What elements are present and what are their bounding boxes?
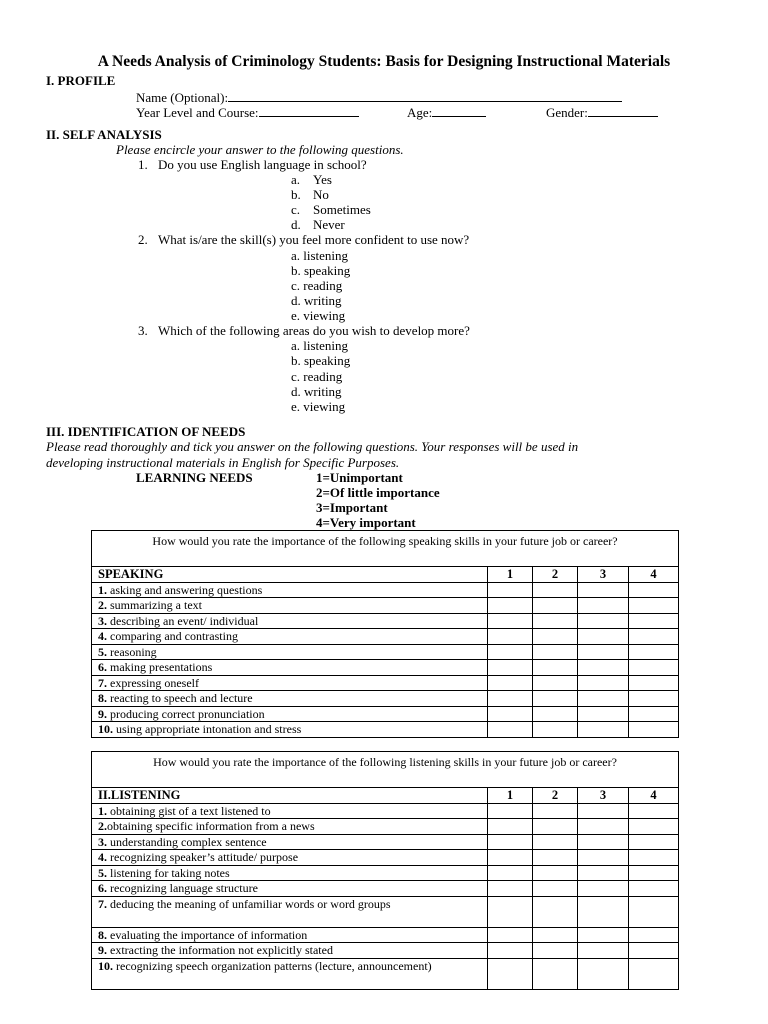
rating-cell-4[interactable] — [629, 803, 679, 819]
q3-option-c[interactable]: c. reading — [291, 369, 343, 384]
skill-cell — [92, 613, 488, 629]
rating-cell-4[interactable] — [629, 613, 679, 629]
rating-cell-3[interactable] — [578, 675, 629, 691]
skill-cell — [92, 881, 488, 897]
rating-cell-2[interactable] — [533, 819, 578, 835]
table-row — [92, 598, 679, 614]
skill-cell — [92, 834, 488, 850]
col-header-2: 2 — [533, 567, 578, 583]
skill-text: recognizing speaker’s attitude/ purpose — [107, 850, 299, 864]
rating-cell-2[interactable] — [533, 722, 578, 738]
skill-number: 2. — [98, 598, 107, 612]
rating-cell-1[interactable] — [488, 722, 533, 738]
gender-blank[interactable] — [588, 104, 658, 117]
rating-cell-4[interactable] — [629, 896, 679, 927]
question-text: What is/are the skill(s) you feel more confident to use now? — [158, 232, 470, 247]
self-analysis-instruction: Please encircle your answer to the following questions. — [116, 142, 404, 157]
table-row — [92, 582, 679, 598]
rating-cell-3[interactable] — [578, 803, 629, 819]
needs-instruction-line-1: Please read thoroughly and tick you answer on the following questions. Your responses will be used in — [46, 439, 579, 454]
rating-cell-3[interactable] — [578, 834, 629, 850]
rating-cell-4[interactable] — [629, 834, 679, 850]
table-row — [92, 819, 679, 835]
scale-4: 4=Very important — [316, 515, 416, 530]
skill-text: obtaining gist of a text listened to — [107, 803, 271, 818]
skill-number: 1. — [98, 803, 107, 818]
skill-number: 8. — [98, 927, 107, 942]
skill-cell — [92, 850, 488, 866]
rating-cell-4[interactable] — [629, 582, 679, 598]
age-blank[interactable] — [432, 104, 486, 117]
needs-heading: III. IDENTIFICATION OF NEEDS — [46, 424, 246, 439]
table-row — [92, 675, 679, 691]
skill-text: asking and answering questions — [107, 582, 263, 597]
rating-cell-4[interactable] — [629, 943, 679, 959]
skill-cell — [92, 958, 488, 989]
listening-header: II.LISTENING — [92, 788, 488, 804]
year-course-field[interactable] — [136, 104, 359, 120]
rating-cell-1[interactable] — [488, 691, 533, 707]
question-number: 1. — [138, 157, 148, 172]
rating-cell-1[interactable] — [488, 706, 533, 722]
col-header-1: 1 — [488, 788, 533, 804]
gender-field[interactable] — [546, 104, 658, 120]
skill-cell — [92, 722, 488, 738]
rating-cell-1[interactable] — [488, 865, 533, 881]
table-row — [92, 896, 679, 927]
skill-cell — [92, 706, 488, 722]
rating-cell-3[interactable] — [578, 598, 629, 614]
skill-text: summarizing a text — [107, 598, 202, 612]
rating-cell-3[interactable] — [578, 660, 629, 676]
rating-cell-4[interactable] — [629, 675, 679, 691]
rating-cell-3[interactable] — [578, 691, 629, 707]
skill-cell — [92, 943, 488, 959]
option-letter: a. — [291, 172, 301, 187]
col-header-4: 4 — [629, 788, 679, 804]
skill-cell — [92, 691, 488, 707]
skill-text: understanding complex sentence — [107, 834, 267, 849]
q3-option-b[interactable]: b. speaking — [291, 353, 351, 368]
rating-cell-4[interactable] — [629, 598, 679, 614]
table-row — [92, 850, 679, 866]
rating-cell-3[interactable] — [578, 958, 629, 989]
rating-cell-2[interactable] — [533, 927, 578, 943]
rating-cell-2[interactable] — [533, 803, 578, 819]
q2-option-e[interactable]: e. viewing — [291, 308, 346, 323]
skill-text: describing an event/ individual — [107, 613, 259, 628]
rating-cell-3[interactable] — [578, 896, 629, 927]
skill-cell — [92, 582, 488, 598]
scale-2: 2=Of little importance — [316, 485, 440, 500]
table-row — [92, 706, 679, 722]
skill-text: comparing and contrasting — [107, 629, 238, 643]
rating-cell-4[interactable] — [629, 722, 679, 738]
rating-cell-3[interactable] — [578, 629, 629, 645]
rating-cell-4[interactable] — [629, 865, 679, 881]
rating-cell-3[interactable] — [578, 613, 629, 629]
skill-text: expressing oneself — [107, 675, 199, 690]
table-row — [92, 958, 679, 989]
rating-cell-3[interactable] — [578, 881, 629, 897]
rating-cell-1[interactable] — [488, 582, 533, 598]
skill-number: 9. — [98, 943, 107, 957]
name-label: Name (Optional): — [136, 90, 229, 105]
skill-number: 6. — [98, 660, 107, 674]
skill-cell — [92, 598, 488, 614]
table-row — [92, 943, 679, 959]
skill-cell — [92, 927, 488, 943]
rating-cell-2[interactable] — [533, 675, 578, 691]
skill-cell — [92, 803, 488, 819]
table-row — [92, 644, 679, 660]
rating-cell-2[interactable] — [533, 834, 578, 850]
profile-heading: I. PROFILE — [46, 73, 116, 88]
rating-cell-2[interactable] — [533, 629, 578, 645]
gender-label: Gender: — [546, 105, 588, 120]
skill-number: 7. — [98, 896, 107, 911]
rating-cell-1[interactable] — [488, 613, 533, 629]
skill-text: recognizing speech organization patterns (lecture, announcement) — [113, 958, 432, 973]
table-row — [92, 803, 679, 819]
scale-3: 3=Important — [316, 500, 388, 515]
rating-cell-4[interactable] — [629, 660, 679, 676]
table-row — [92, 691, 679, 707]
option-text: No — [313, 187, 329, 202]
document-title: A Needs Analysis of Criminology Students: Basis for Designing Instructional Materials — [97, 53, 671, 70]
rating-cell-2[interactable] — [533, 598, 578, 614]
rating-cell-3[interactable] — [578, 927, 629, 943]
rating-cell-1[interactable] — [488, 660, 533, 676]
skill-text: listening for taking notes — [107, 865, 230, 880]
listening-rows — [92, 803, 679, 989]
rating-cell-1[interactable] — [488, 834, 533, 850]
rating-cell-4[interactable] — [629, 629, 679, 645]
table-row — [92, 613, 679, 629]
skill-number: 4. — [98, 850, 107, 864]
rating-cell-2[interactable] — [533, 943, 578, 959]
col-header-1: 1 — [488, 567, 533, 583]
rating-cell-2[interactable] — [533, 850, 578, 866]
q3-option-e[interactable]: e. viewing — [291, 399, 346, 414]
name-field[interactable] — [136, 89, 622, 105]
skill-number: 1. — [98, 582, 107, 597]
listening-question: How would you rate the importance of the following listening skills in your future job or career? — [92, 752, 679, 788]
skill-number: 9. — [98, 706, 107, 721]
skill-text: deducing the meaning of unfamiliar words or word groups — [107, 896, 391, 911]
rating-cell-4[interactable] — [629, 691, 679, 707]
rating-cell-2[interactable] — [533, 958, 578, 989]
rating-cell-2[interactable] — [533, 691, 578, 707]
q3-option-a[interactable]: a. listening — [291, 338, 349, 353]
rating-cell-3[interactable] — [578, 706, 629, 722]
skill-number: 8. — [98, 691, 107, 705]
rating-cell-3[interactable] — [578, 819, 629, 835]
q1-option-c[interactable] — [291, 202, 371, 217]
rating-cell-1[interactable] — [488, 927, 533, 943]
listening-rating-table — [91, 751, 679, 990]
option-letter: b. — [291, 187, 301, 202]
rating-cell-4[interactable] — [629, 927, 679, 943]
skill-text: using appropriate intonation and stress — [113, 722, 302, 736]
year-course-blank[interactable] — [259, 104, 359, 117]
age-field[interactable] — [407, 104, 486, 120]
rating-cell-1[interactable] — [488, 850, 533, 866]
skill-text: producing correct pronunciation — [107, 706, 265, 721]
skill-number: 3. — [98, 613, 107, 628]
skill-cell — [92, 675, 488, 691]
speaking-question: How would you rate the importance of the following speaking skills in your future job or career? — [92, 531, 679, 567]
rating-cell-3[interactable] — [578, 582, 629, 598]
rating-cell-2[interactable] — [533, 706, 578, 722]
learning-needs-label: LEARNING NEEDS — [136, 470, 253, 485]
skill-text: reacting to speech and lecture — [107, 691, 253, 705]
scale-1: 1=Unimportant — [316, 470, 403, 485]
table-row — [92, 865, 679, 881]
speaking-rating-table — [91, 530, 679, 738]
name-blank[interactable] — [228, 89, 622, 102]
q2-option-b[interactable]: b. speaking — [291, 263, 351, 278]
skill-text: obtaining specific information from a news — [107, 819, 315, 833]
skill-cell — [92, 896, 488, 927]
q2-option-a[interactable]: a. listening — [291, 248, 349, 263]
skill-text: recognizing language structure — [107, 881, 258, 895]
skill-number: 5. — [98, 865, 107, 880]
rating-cell-1[interactable] — [488, 896, 533, 927]
rating-cell-4[interactable] — [629, 958, 679, 989]
rating-cell-4[interactable] — [629, 881, 679, 897]
rating-cell-4[interactable] — [629, 644, 679, 660]
question-number: 2. — [138, 232, 148, 247]
rating-cell-4[interactable] — [629, 850, 679, 866]
skill-text: making presentations — [107, 660, 213, 674]
rating-cell-1[interactable] — [488, 803, 533, 819]
skill-number: 3. — [98, 834, 107, 849]
option-text: Never — [313, 217, 345, 232]
skill-cell — [92, 819, 488, 835]
question-text: Which of the following areas do you wish to develop more? — [158, 323, 470, 338]
speaking-rows — [92, 582, 679, 737]
skill-number: 7. — [98, 675, 107, 690]
table-row — [92, 722, 679, 738]
rating-cell-1[interactable] — [488, 958, 533, 989]
needs-instruction-line-2: developing instructional materials in English for Specific Purposes. — [46, 455, 400, 470]
col-header-2: 2 — [533, 788, 578, 804]
skill-number: 6. — [98, 881, 107, 895]
rating-cell-1[interactable] — [488, 819, 533, 835]
rating-cell-2[interactable] — [533, 582, 578, 598]
rating-cell-2[interactable] — [533, 644, 578, 660]
rating-cell-4[interactable] — [629, 706, 679, 722]
skill-text: evaluating the importance of information — [107, 927, 308, 942]
year-course-label: Year Level and Course: — [136, 105, 259, 120]
rating-cell-1[interactable] — [488, 644, 533, 660]
q2-option-c[interactable]: c. reading — [291, 278, 343, 293]
q1-option-b[interactable] — [291, 187, 329, 202]
table-row — [92, 881, 679, 897]
rating-cell-2[interactable] — [533, 896, 578, 927]
skill-number: 2. — [98, 819, 107, 833]
col-header-3: 3 — [578, 567, 629, 583]
skill-text: reasoning — [107, 644, 157, 659]
age-label: Age: — [407, 105, 433, 120]
question-2 — [138, 232, 470, 247]
q3-option-d[interactable]: d. writing — [291, 384, 342, 399]
table-row — [92, 660, 679, 676]
skill-text: extracting the information not explicitly stated — [107, 943, 333, 957]
option-letter: c. — [291, 202, 301, 217]
skill-cell — [92, 865, 488, 881]
skill-cell — [92, 644, 488, 660]
rating-cell-3[interactable] — [578, 644, 629, 660]
question-number: 3. — [138, 323, 148, 338]
question-text: Do you use English language in school? — [158, 157, 367, 172]
q2-option-d[interactable]: d. writing — [291, 293, 342, 308]
skill-number: 10. — [98, 722, 113, 736]
table-row — [92, 834, 679, 850]
q1-option-d[interactable] — [291, 217, 345, 232]
col-header-3: 3 — [578, 788, 629, 804]
option-text: Sometimes — [313, 202, 371, 217]
col-header-4: 4 — [629, 567, 679, 583]
rating-cell-2[interactable] — [533, 660, 578, 676]
rating-cell-2[interactable] — [533, 865, 578, 881]
question-1 — [138, 157, 367, 172]
question-3 — [138, 323, 470, 338]
rating-cell-2[interactable] — [533, 881, 578, 897]
speaking-header: SPEAKING — [92, 567, 488, 583]
rating-cell-3[interactable] — [578, 850, 629, 866]
rating-cell-2[interactable] — [533, 613, 578, 629]
rating-cell-3[interactable] — [578, 943, 629, 959]
self-analysis-heading: II. SELF ANALYSIS — [46, 127, 162, 142]
option-letter: d. — [291, 217, 301, 232]
rating-cell-1[interactable] — [488, 881, 533, 897]
table-row — [92, 927, 679, 943]
skill-number: 10. — [98, 958, 113, 973]
rating-cell-1[interactable] — [488, 598, 533, 614]
table-row — [92, 629, 679, 645]
rating-cell-4[interactable] — [629, 819, 679, 835]
skill-cell — [92, 629, 488, 645]
rating-cell-3[interactable] — [578, 722, 629, 738]
q1-option-a[interactable] — [291, 172, 332, 187]
skill-cell — [92, 660, 488, 676]
option-text: Yes — [313, 172, 332, 187]
rating-cell-1[interactable] — [488, 675, 533, 691]
rating-cell-1[interactable] — [488, 629, 533, 645]
skill-number: 5. — [98, 644, 107, 659]
rating-cell-3[interactable] — [578, 865, 629, 881]
skill-number: 4. — [98, 629, 107, 643]
rating-cell-1[interactable] — [488, 943, 533, 959]
